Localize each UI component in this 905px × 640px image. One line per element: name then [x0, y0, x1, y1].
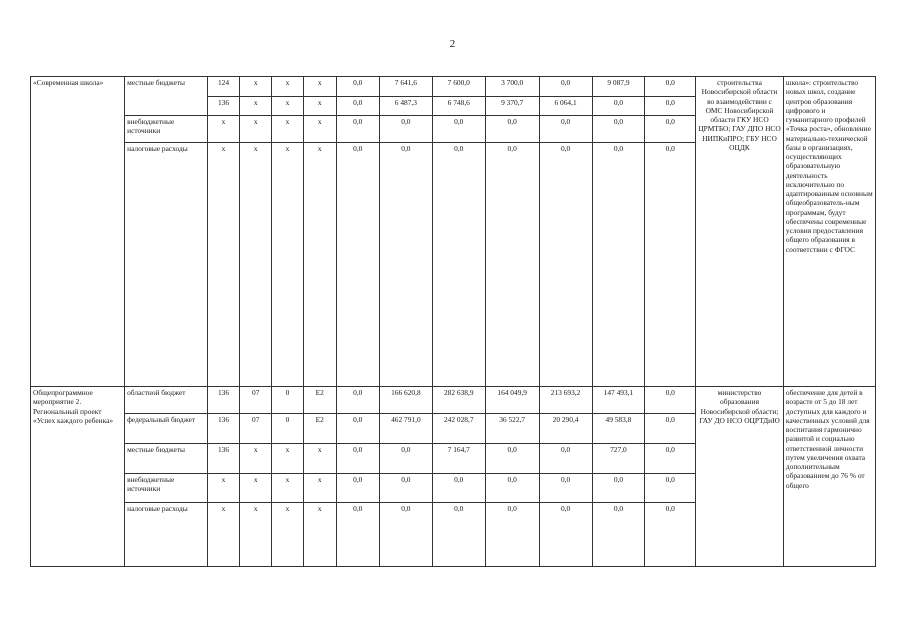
- budget-table: [30, 76, 876, 567]
- value-cell: 0,0: [592, 143, 645, 387]
- value-cell: 0,0: [645, 77, 696, 97]
- code-subprogram: 0: [272, 414, 304, 444]
- value-cell: 164 049,9: [485, 387, 539, 414]
- code-grbs: х: [207, 474, 240, 503]
- code-subprogram: х: [272, 97, 304, 116]
- value-cell: 0,0: [539, 444, 592, 474]
- code-target: х: [303, 97, 336, 116]
- code-subprogram: х: [272, 444, 304, 474]
- value-cell: 0,0: [379, 444, 432, 474]
- code-section: 07: [240, 387, 272, 414]
- value-cell: 6 748,6: [432, 97, 485, 116]
- value-cell: 0,0: [336, 444, 379, 474]
- page-number: 2: [449, 38, 456, 50]
- value-cell: 9 087,9: [592, 77, 645, 97]
- value-cell: 3 700,0: [485, 77, 539, 97]
- code-grbs: 136: [207, 387, 240, 414]
- value-cell: 7 600,0: [432, 77, 485, 97]
- value-cell: 0,0: [539, 116, 592, 143]
- value-cell: 0,0: [539, 474, 592, 503]
- funding-source: налоговые расходы: [125, 503, 207, 567]
- value-cell: 0,0: [645, 444, 696, 474]
- value-cell: 0,0: [592, 503, 645, 567]
- code-subprogram: 0: [272, 387, 304, 414]
- value-cell: 0,0: [539, 77, 592, 97]
- value-cell: 0,0: [645, 116, 696, 143]
- value-cell: 0,0: [336, 77, 379, 97]
- code-subprogram: х: [272, 77, 304, 97]
- executor: строительства Новосибирской области во взаимодействии с ОМС Новосибирской области ГКУ НСО ЦРМТБО; ГАУ ДПО НСО НИПКиПРО; ГБУ НСО ОЦДК: [696, 77, 784, 387]
- code-subprogram: х: [272, 143, 304, 387]
- value-cell: 20 290,4: [539, 414, 592, 444]
- code-section: х: [240, 143, 272, 387]
- funding-source: налоговые расходы: [125, 143, 207, 387]
- value-cell: 0,0: [432, 503, 485, 567]
- code-target: х: [303, 474, 336, 503]
- code-target: Е2: [303, 387, 336, 414]
- value-cell: 0,0: [432, 116, 485, 143]
- code-grbs: 124: [207, 77, 240, 97]
- value-cell: 0,0: [336, 503, 379, 567]
- value-cell: 0,0: [379, 474, 432, 503]
- value-cell: 6 064,1: [539, 97, 592, 116]
- value-cell: 0,0: [645, 503, 696, 567]
- value-cell: 0,0: [485, 474, 539, 503]
- value-cell: 49 583,8: [592, 414, 645, 444]
- value-cell: 0,0: [432, 474, 485, 503]
- code-grbs: х: [207, 503, 240, 567]
- code-target: Е2: [303, 414, 336, 444]
- code-grbs: х: [207, 116, 240, 143]
- code-section: х: [240, 474, 272, 503]
- value-cell: 0,0: [592, 97, 645, 116]
- value-cell: 0,0: [379, 116, 432, 143]
- value-cell: 0,0: [336, 474, 379, 503]
- value-cell: 0,0: [432, 143, 485, 387]
- code-grbs: х: [207, 143, 240, 387]
- value-cell: 0,0: [592, 116, 645, 143]
- value-cell: 0,0: [336, 387, 379, 414]
- value-cell: 0,0: [645, 414, 696, 444]
- code-target: х: [303, 444, 336, 474]
- code-section: х: [240, 97, 272, 116]
- value-cell: 0,0: [645, 97, 696, 116]
- value-cell: 9 370,7: [485, 97, 539, 116]
- table-row: [31, 387, 876, 414]
- value-cell: 6 487,3: [379, 97, 432, 116]
- funding-source: областной бюджет: [125, 387, 207, 414]
- value-cell: 7 164,7: [432, 444, 485, 474]
- code-section: х: [240, 503, 272, 567]
- code-target: х: [303, 116, 336, 143]
- code-grbs: 136: [207, 444, 240, 474]
- value-cell: 0,0: [645, 143, 696, 387]
- funding-source: местные бюджеты: [125, 77, 207, 116]
- value-cell: 0,0: [336, 143, 379, 387]
- value-cell: 0,0: [592, 474, 645, 503]
- code-grbs: 136: [207, 414, 240, 444]
- value-cell: 0,0: [379, 503, 432, 567]
- value-cell: 282 638,9: [432, 387, 485, 414]
- value-cell: 0,0: [539, 503, 592, 567]
- value-cell: 166 620,8: [379, 387, 432, 414]
- value-cell: 147 493,1: [592, 387, 645, 414]
- value-cell: 0,0: [485, 503, 539, 567]
- executor: министерство образования Новосибирской области; ГАУ ДО НСО ОЦРТДиЮ: [696, 387, 784, 567]
- code-subprogram: х: [272, 474, 304, 503]
- expected-result: школа»: строительство новых школ, создание центров образования цифрового и гуманитарного профилей «Точка роста», обновление материально-технической базы в организациях, осуществляющих образовательную деятельность исключительно по адаптированным основным общеобразователь-ным программам, будут обеспечены современные условия предоставления общего образования в соответствии с ФГОС: [783, 77, 875, 387]
- value-cell: 213 693,2: [539, 387, 592, 414]
- value-cell: 36 522,7: [485, 414, 539, 444]
- funding-source: местные бюджеты: [125, 444, 207, 474]
- value-cell: 0,0: [336, 97, 379, 116]
- value-cell: 0,0: [485, 143, 539, 387]
- value-cell: 0,0: [645, 387, 696, 414]
- value-cell: 462 791,0: [379, 414, 432, 444]
- funding-source: внебюджетные источники: [125, 116, 207, 143]
- value-cell: 0,0: [539, 143, 592, 387]
- code-section: х: [240, 77, 272, 97]
- table-row: [31, 77, 876, 97]
- code-section: 07: [240, 414, 272, 444]
- code-section: х: [240, 116, 272, 143]
- value-cell: 242 028,7: [432, 414, 485, 444]
- value-cell: 0,0: [485, 116, 539, 143]
- code-section: х: [240, 444, 272, 474]
- value-cell: 7 641,6: [379, 77, 432, 97]
- value-cell: 0,0: [379, 143, 432, 387]
- code-subprogram: х: [272, 116, 304, 143]
- funding-source: внебюджетные источники: [125, 474, 207, 503]
- value-cell: 0,0: [336, 116, 379, 143]
- value-cell: 0,0: [485, 444, 539, 474]
- code-target: х: [303, 77, 336, 97]
- value-cell: 0,0: [336, 414, 379, 444]
- code-grbs: 136: [207, 97, 240, 116]
- funding-source: федеральный бюджет: [125, 414, 207, 444]
- code-target: х: [303, 503, 336, 567]
- code-target: х: [303, 143, 336, 387]
- value-cell: 727,0: [592, 444, 645, 474]
- code-subprogram: х: [272, 503, 304, 567]
- value-cell: 0,0: [645, 474, 696, 503]
- expected-result: обеспечение для детей в возрасте от 5 до 18 лет доступных для каждого и качественных условий для воспитания гармонично развитой и социально ответственной личности путем увеличения охвата дополнительным образованием до 76 % от общего: [783, 387, 875, 567]
- event-name: Общепрограммное мероприятие 2. Региональный проект «Успех каждого ребенка»: [31, 387, 125, 567]
- event-name: «Современная школа»: [31, 77, 125, 387]
